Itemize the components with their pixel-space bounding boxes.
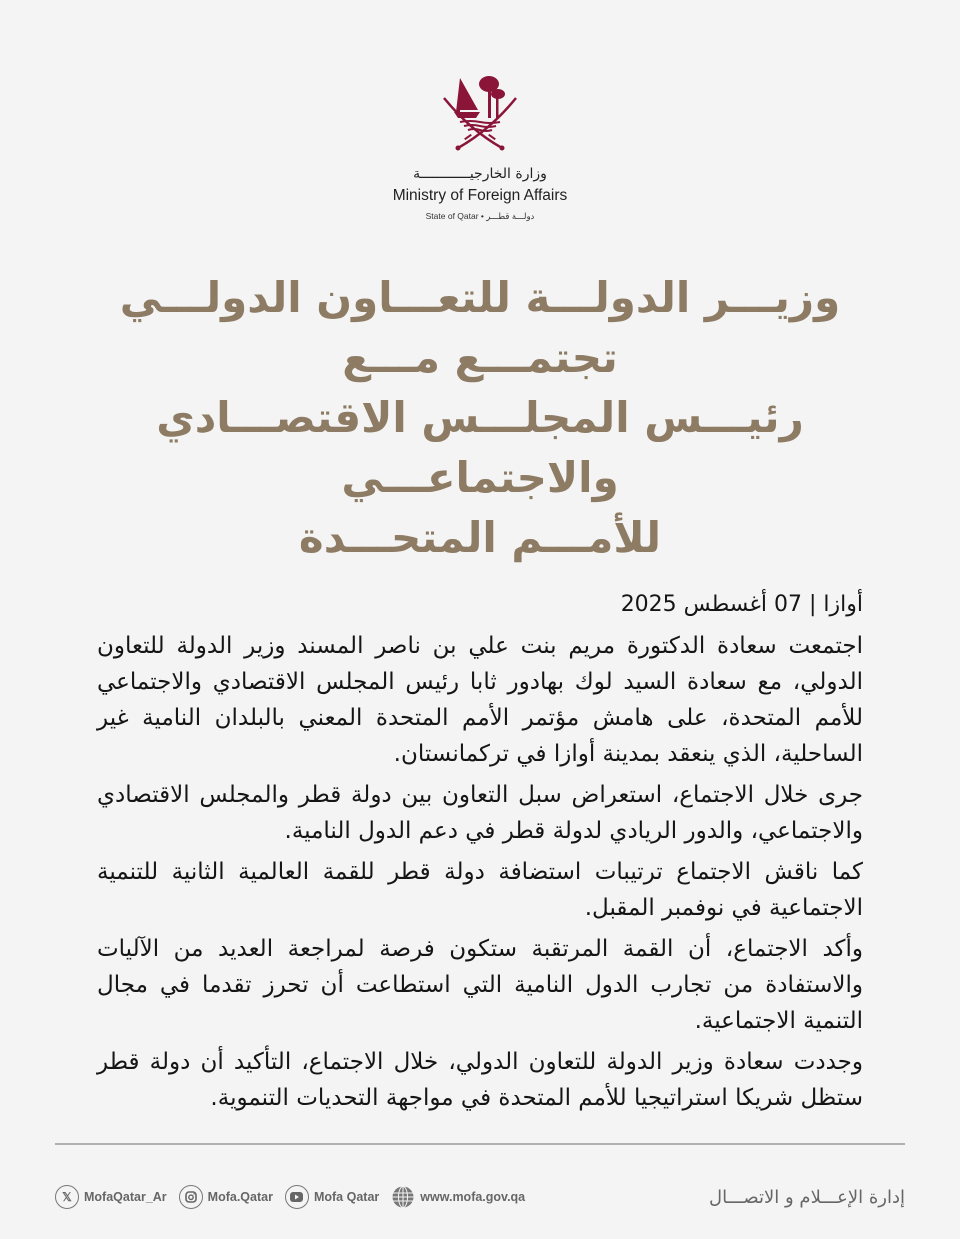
qatar-emblem-icon xyxy=(440,70,520,154)
article-paragraph: اجتمعت سعادة الدكتورة مريم بنت علي بن ناصر المسند وزير الدولة للتعاون الدولي، مع سعادة السيد لوك بهادور ثابا رئيس المجلس الاقتصادي والاجتماعي للأمم المتحدة، على هامش مؤتمر الأمم المتحدة المعني بالبلدان النامية غير الساحلية، الذي ينعقد بمدينة أوازا في تركمانستان. xyxy=(97,633,863,767)
title-line: للأمـــم المتحـــدة xyxy=(298,513,662,562)
social-handle: MofaQatar_Ar xyxy=(84,1190,167,1204)
article-paragraph: كما ناقش الاجتماع ترتيبات استضافة دولة قطر للقمة العالمية الثانية للتنمية الاجتماعية في نوفمبر المقبل. xyxy=(97,859,863,921)
article-body xyxy=(97,586,863,1121)
website-url: www.mofa.gov.qa xyxy=(420,1190,526,1204)
ministry-name-english: Ministry of Foreign Affairs xyxy=(392,187,568,204)
social-link-youtube[interactable] xyxy=(285,1185,379,1209)
instagram-icon xyxy=(179,1185,203,1209)
article-paragraph: وأكد الاجتماع، أن القمة المرتقبة ستكون فرصة لمراجعة العديد من الآليات والاستفادة من تجارب الدول النامية التي استطاعت أن تحرز تقدما في مجال التنمية الاجتماعية. xyxy=(97,936,863,1034)
footer-divider xyxy=(55,1143,905,1145)
globe-icon xyxy=(391,1185,415,1209)
youtube-icon xyxy=(285,1185,309,1209)
title-line: رئيـــس المجلـــس الاقتصـــادي والاجتماعـــي xyxy=(156,393,804,502)
article-paragraph: وجددت سعادة وزير الدولة للتعاون الدولي، خلال الاجتماع، التأكيد أن دولة قطر ستظل شريكا استراتيجيا للأمم المتحدة في مواجهة التحديات التنموية. xyxy=(97,1049,863,1111)
footer-row xyxy=(55,1185,905,1209)
ministry-name-arabic: وزارة الخارجيــــــــــــة xyxy=(413,166,547,182)
social-link-instagram[interactable] xyxy=(179,1185,273,1209)
title-line: وزيـــر الدولـــة للتعـــاون الدولـــي تجتمـــع مـــع xyxy=(119,273,841,382)
social-link-x[interactable] xyxy=(55,1185,167,1209)
department-name: إدارة الإعـــلام و الاتصـــال xyxy=(709,1186,905,1208)
article-paragraph: جرى خلال الاجتماع، استعراض سبل التعاون بين دولة قطر والمجلس الاقتصادي والاجتماعي، والدور الريادي لدولة قطر في دعم الدول النامية. xyxy=(97,782,863,844)
ministry-logo-text xyxy=(350,164,610,222)
x-icon: 𝕏 xyxy=(55,1185,79,1209)
social-links xyxy=(55,1185,525,1209)
social-handle: Mofa Qatar xyxy=(313,1190,380,1204)
dateline: أوازا | 07 أغسطس 2025 xyxy=(620,592,863,617)
social-link-website[interactable] xyxy=(391,1185,525,1209)
social-handle: Mofa.Qatar xyxy=(207,1190,273,1204)
press-release-title xyxy=(80,268,880,568)
page-footer xyxy=(55,1143,905,1209)
ministry-header xyxy=(0,70,960,222)
state-of-qatar-label: State of Qatar • دولـــة قطـــر xyxy=(425,211,535,221)
